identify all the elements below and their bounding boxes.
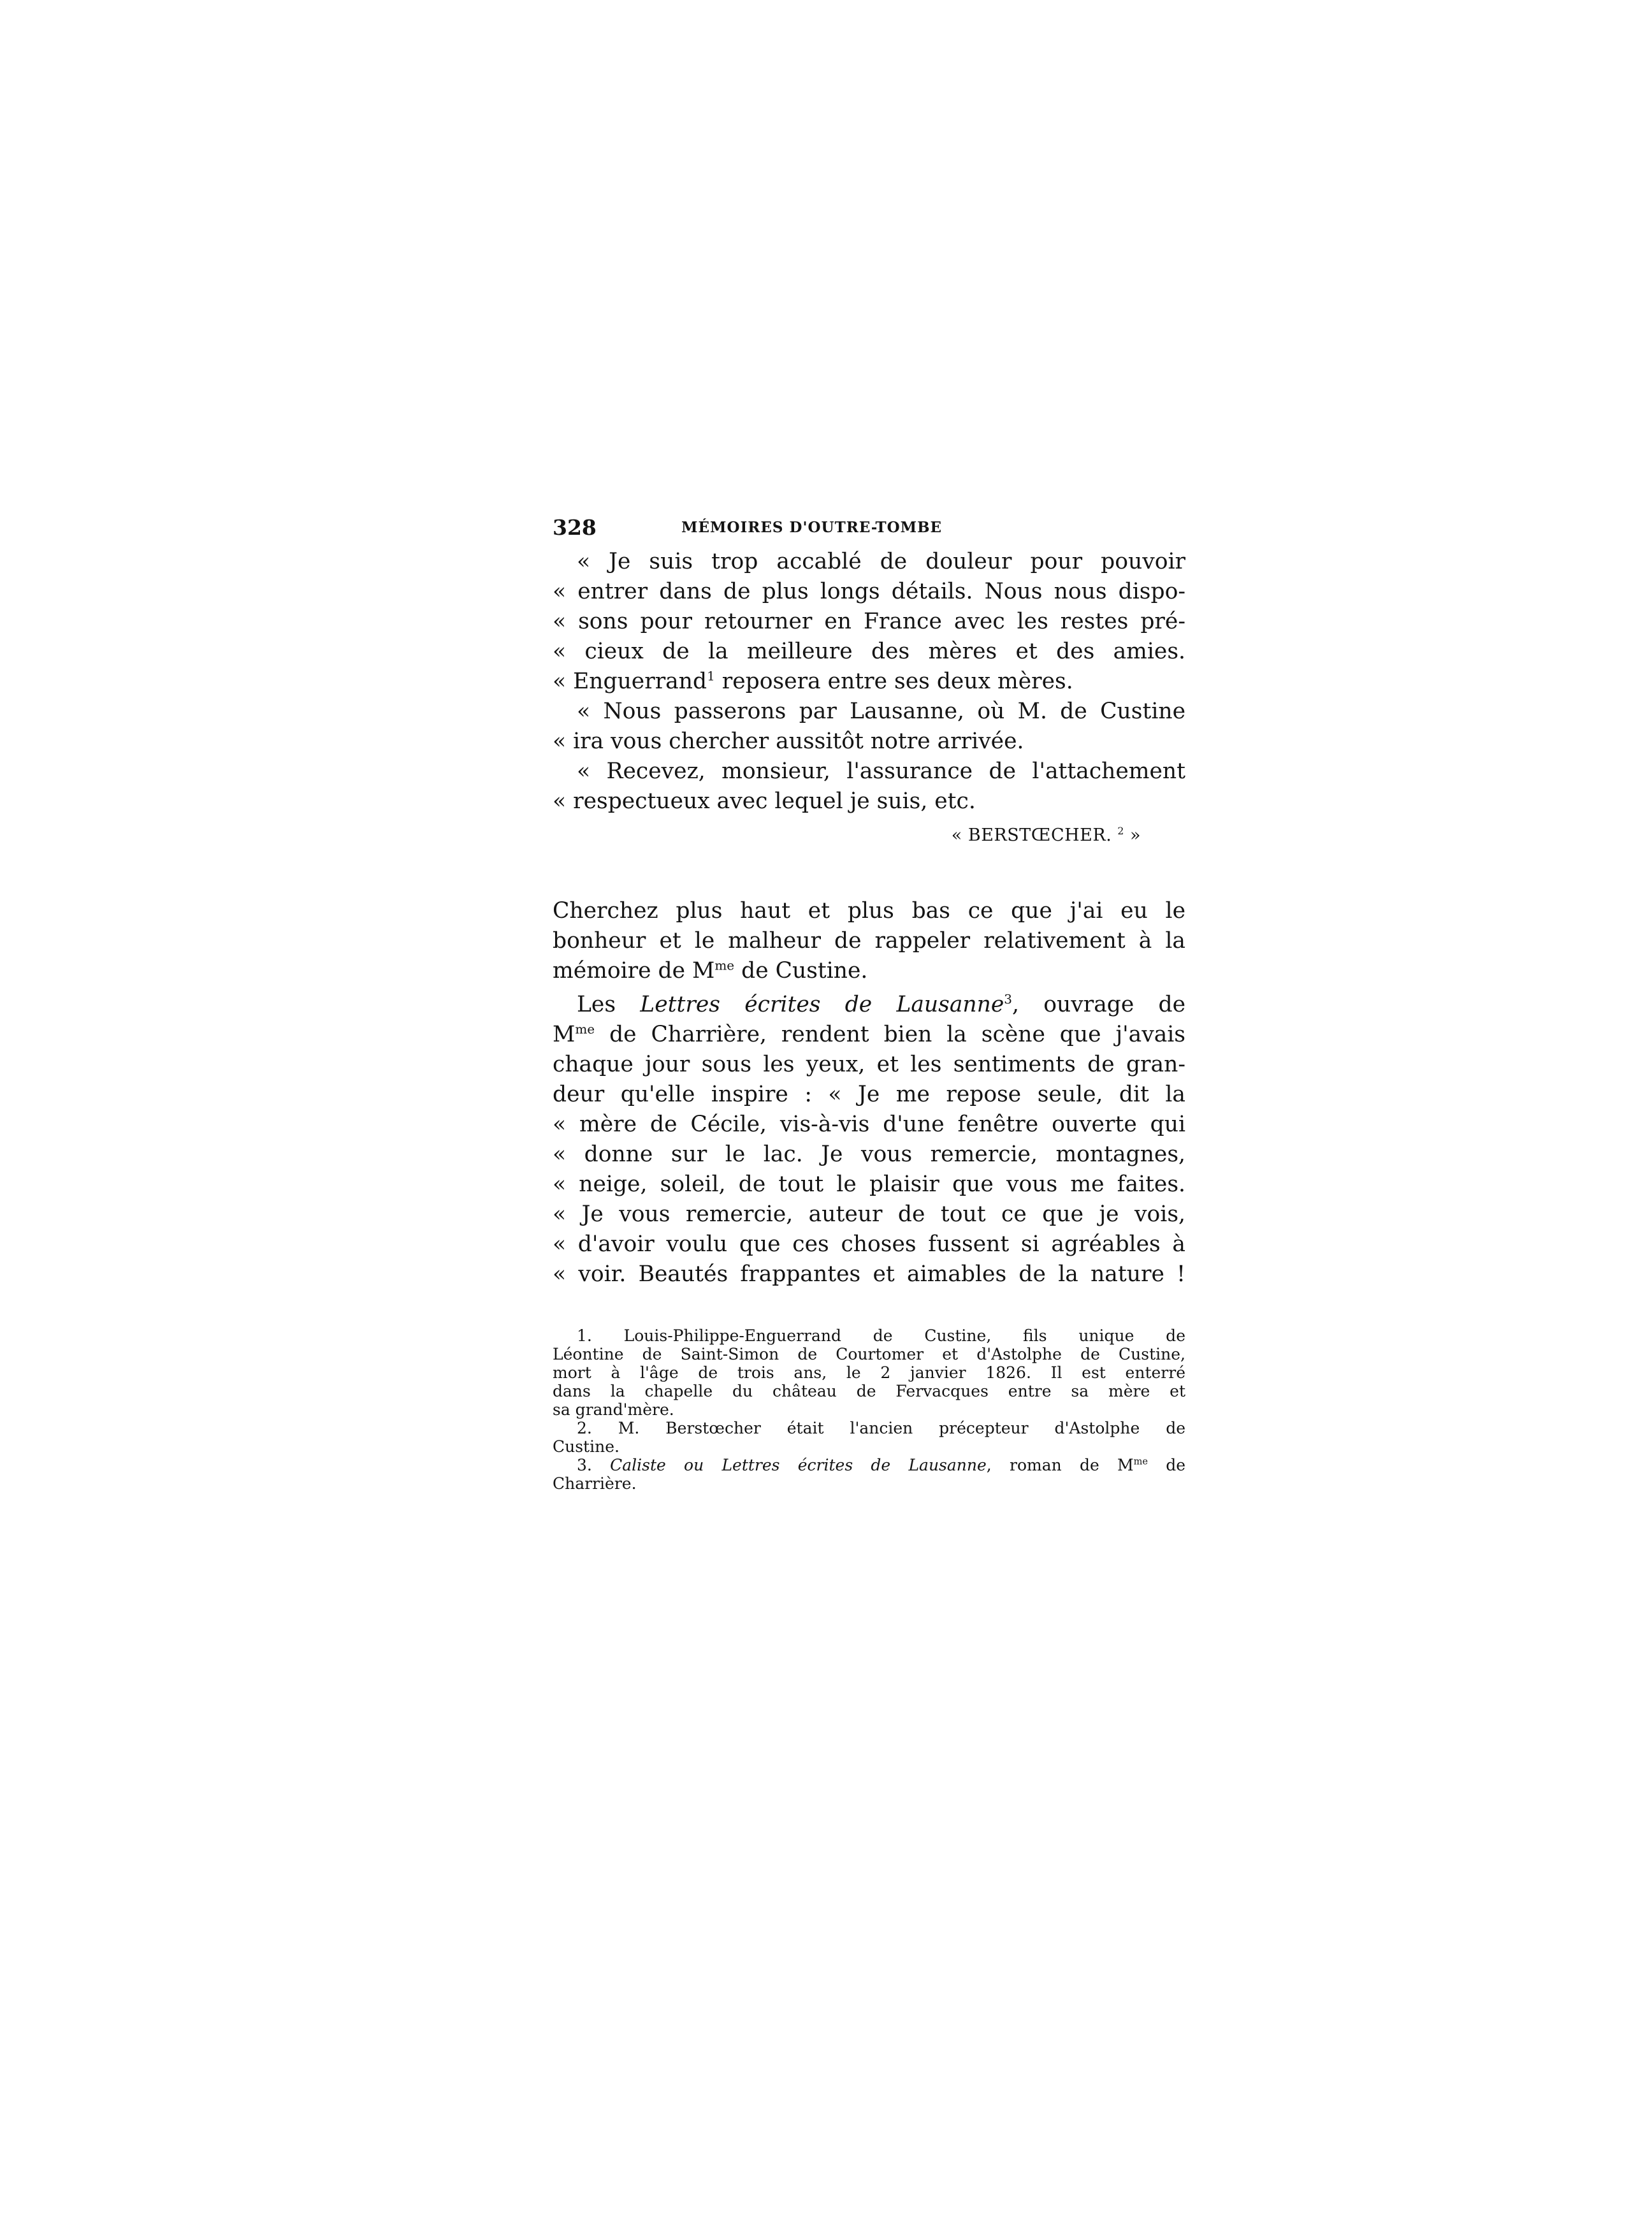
- text-line: chaque jour sous les yeux, et les sentiments de gran-: [553, 1052, 1185, 1077]
- running-head: [553, 515, 1185, 547]
- text-fragment: de Charrière, rendent bien la scène que j'avais: [609, 1022, 1186, 1047]
- footnote-ref: 2: [1117, 825, 1124, 837]
- footnote-line: mort à l'âge de trois ans, le 2 janvier 1826. Il est enterré: [553, 1363, 1185, 1382]
- text-fragment: de Custine.: [741, 958, 868, 984]
- footnotes: [553, 1326, 1185, 1493]
- superscript: me: [714, 957, 735, 973]
- footnote-line: Léontine de Saint-Simon de Courtomer et d'Astolphe de Custine,: [553, 1345, 1185, 1363]
- footnote-line: 1. Louis-Philippe-Enguerrand de Custine, fils unique de: [577, 1326, 1185, 1345]
- text-line: « respectueux avec lequel je suis, etc.: [553, 788, 976, 814]
- footnote-number: 3.: [577, 1456, 592, 1474]
- text-fragment: mémoire de M: [553, 958, 715, 984]
- text-fragment: , ouvrage de: [1012, 992, 1186, 1017]
- text-line: « Nous passerons par Lausanne, où M. de Custine: [577, 699, 1185, 724]
- book-page: [553, 515, 1185, 1493]
- signature-close: »: [1129, 825, 1141, 845]
- page-number: 328: [553, 515, 597, 540]
- text-fragment: M: [553, 1022, 576, 1047]
- text-line: « mère de Cécile, vis-à-vis d'une fenêtre ouverte qui: [553, 1112, 1185, 1137]
- text-fragment: reposera entre ses deux mères.: [721, 669, 1073, 694]
- footnote-1: [553, 1326, 1185, 1419]
- footnote-line: dans la chapelle du château de Fervacques entre sa mère et: [553, 1382, 1185, 1400]
- footnote-line: sa grand'mère.: [553, 1400, 674, 1419]
- text-line: deur qu'elle inspire : « Je me repose seule, dit la: [553, 1082, 1185, 1107]
- running-title: MÉMOIRES D'OUTRE-TOMBE: [681, 519, 943, 536]
- text-fragment: Les: [577, 992, 616, 1017]
- text-fragment: , roman de M: [986, 1456, 1134, 1474]
- work-title: Lettres écrites de Lausanne: [640, 992, 1004, 1017]
- signature-name: « BERSTŒCHER.: [951, 825, 1112, 845]
- text-line: [553, 990, 1185, 1020]
- superscript: me: [1133, 1456, 1148, 1467]
- footnote-line: [553, 1456, 1185, 1474]
- text-fragment: de: [1166, 1456, 1185, 1474]
- text-line: [553, 956, 1185, 986]
- work-title: Caliste ou Lettres écrites de Lausanne: [610, 1456, 987, 1474]
- paragraph: [553, 896, 1185, 986]
- text-line: Cherchez plus haut et plus bas ce que j'ai eu le: [553, 898, 1185, 924]
- text-line: « d'avoir voulu que ces choses fussent si agréables à: [553, 1231, 1185, 1257]
- text-line: « cieux de la meilleure des mères et des amies.: [553, 639, 1185, 664]
- footnote-3: [553, 1456, 1185, 1493]
- text-line: bonheur et le malheur de rappeler relativement à la: [553, 928, 1185, 954]
- text-line: « donne sur le lac. Je vous remercie, montagnes,: [553, 1142, 1185, 1167]
- text-line: [553, 667, 1185, 697]
- superscript: me: [575, 1021, 595, 1037]
- text-line: « ira vous chercher aussitôt notre arrivée.: [553, 729, 1024, 754]
- footnote-line: Charrière.: [553, 1474, 637, 1493]
- text-line: « voir. Beautés frappantes et aimables de la nature !: [553, 1261, 1185, 1287]
- text-line: « Je vous remercie, auteur de tout ce que je vois,: [553, 1201, 1185, 1227]
- text-line: « Recevez, monsieur, l'assurance de l'attachement: [577, 759, 1185, 784]
- paragraph: [553, 990, 1185, 1289]
- footnote-2: [553, 1419, 1185, 1456]
- section-separator: [553, 845, 1185, 896]
- footnote-ref: 3: [1004, 991, 1013, 1007]
- footnote-ref: 1: [707, 668, 715, 684]
- signature: [553, 825, 1185, 845]
- footnote-line: 2. M. Berstœcher était l'ancien précepteur d'Astolphe de: [577, 1419, 1185, 1437]
- footnote-line: Custine.: [553, 1437, 620, 1456]
- text-line: [553, 1020, 1185, 1050]
- text-line: « Je suis trop accablé de douleur pour pouvoir: [577, 549, 1185, 574]
- text-line: « neige, soleil, de tout le plaisir que vous me faites.: [553, 1172, 1185, 1197]
- text-line: « sons pour retourner en France avec les restes pré-: [553, 609, 1185, 634]
- text-line: « entrer dans de plus longs détails. Nous nous dispo-: [553, 579, 1185, 604]
- letter-text: [553, 547, 1185, 817]
- text-fragment: « Enguerrand: [553, 669, 707, 694]
